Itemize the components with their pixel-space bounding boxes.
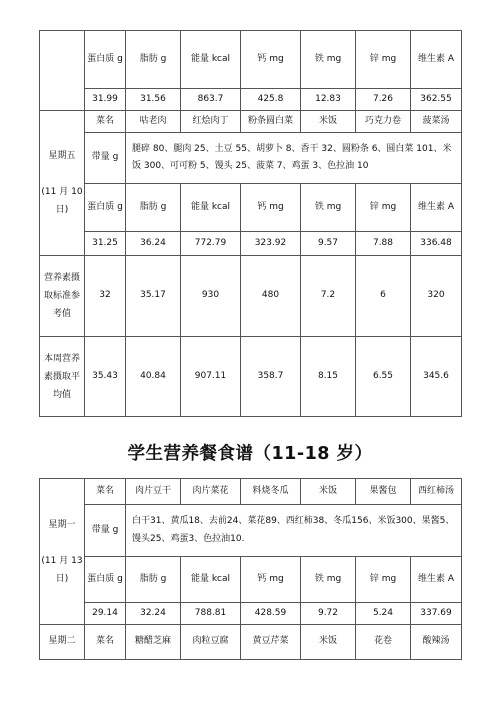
dish-cell: 巧克力卷 — [356, 111, 411, 133]
header-protein: 蛋白质 g — [85, 184, 126, 232]
value-cell: 772.79 — [181, 232, 241, 256]
table-row — [40, 89, 462, 111]
amount-label: 带量 g — [85, 133, 126, 184]
value-cell: 8.15 — [301, 337, 356, 417]
value-cell: 6.55 — [356, 337, 411, 417]
dish-cell: 黄豆芹菜 — [241, 625, 301, 660]
dish-cell: 菠菜汤 — [411, 111, 462, 133]
header-protein: 蛋白质 g — [85, 557, 126, 603]
header-iron: 铁 mg — [301, 557, 356, 603]
header-energy: 能量 kcal — [181, 31, 241, 89]
header-zinc: 锌 mg — [356, 184, 411, 232]
value-cell: 428.59 — [241, 603, 301, 625]
value-cell: 40.84 — [126, 337, 181, 417]
value-cell: 9.57 — [301, 232, 356, 256]
day-cell-friday — [40, 111, 85, 256]
value-cell: 7.88 — [356, 232, 411, 256]
value-cell: 7.2 — [301, 256, 356, 337]
dish-cell: 肉片菜花 — [181, 479, 241, 505]
header-calcium: 钙 mg — [241, 557, 301, 603]
value-cell: 29.14 — [85, 603, 126, 625]
value-cell: 930 — [181, 256, 241, 337]
header-iron: 铁 mg — [301, 31, 356, 89]
value-cell: 12.83 — [301, 89, 356, 111]
value-cell: 5.24 — [356, 603, 411, 625]
day-cell-continued — [40, 31, 85, 111]
value-cell: 31.99 — [85, 89, 126, 111]
value-cell: 345.6 — [411, 337, 462, 417]
table-row — [40, 337, 462, 417]
dish-cell: 米饭 — [301, 479, 356, 505]
header-zinc: 锌 mg — [356, 31, 411, 89]
day-cell-tuesday: 星期二 — [40, 625, 85, 660]
dish-cell: 米饭 — [301, 625, 356, 660]
page-heading: 学生营养餐食谱（11-18 岁） — [127, 444, 373, 464]
value-cell: 35.43 — [85, 337, 126, 417]
value-cell: 863.7 — [181, 89, 241, 111]
value-cell: 32.24 — [126, 603, 181, 625]
weekly-average-label: 本周营养素摄取平均值 — [40, 337, 85, 417]
date-label: (11 月 13 日) — [41, 555, 83, 584]
dish-cell: 酸辣汤 — [411, 625, 462, 660]
amount-text: 腿碎 80、腿肉 25、土豆 55、胡萝卜 8、香干 32、圆粉条 6、圆白菜 101、米饭 300、可可粉 5、馒头 25、菠菜 7、鸡蛋 3、色拉油 10 — [126, 133, 462, 184]
dish-cell: 咕老肉 — [126, 111, 181, 133]
header-vitamin-a: 维生素 A — [411, 557, 462, 603]
dish-cell: 料烧冬瓜 — [241, 479, 301, 505]
header-fat: 脂肪 g — [126, 184, 181, 232]
value-cell: 336.48 — [411, 232, 462, 256]
value-cell: 35.17 — [126, 256, 181, 337]
header-iron: 铁 mg — [301, 184, 356, 232]
date-label: (11 月 10 日) — [41, 187, 83, 215]
dish-cell: 红烩肉丁 — [181, 111, 241, 133]
value-cell: 31.56 — [126, 89, 181, 111]
value-cell: 323.92 — [241, 232, 301, 256]
header-vitamin-a: 维生素 A — [411, 31, 462, 89]
day-label: 星期一 — [48, 519, 76, 530]
dish-cell: 米饭 — [301, 111, 356, 133]
menu-table-2 — [39, 478, 462, 660]
header-fat: 脂肪 g — [126, 557, 181, 603]
value-cell: 6 — [356, 256, 411, 337]
header-energy: 能量 kcal — [181, 557, 241, 603]
value-cell: 788.81 — [181, 603, 241, 625]
value-cell: 32 — [85, 256, 126, 337]
dish-cell: 西红柿汤 — [411, 479, 462, 505]
value-cell: 480 — [241, 256, 301, 337]
value-cell: 7.26 — [356, 89, 411, 111]
table-row — [40, 232, 462, 256]
dish-cell: 花卷 — [356, 625, 411, 660]
header-protein: 蛋白质 g — [85, 31, 126, 89]
header-calcium: 钙 mg — [241, 31, 301, 89]
dish-name-label: 菜名 — [85, 111, 126, 133]
table-row — [40, 256, 462, 337]
dish-cell: 粉条圆白菜 — [241, 111, 301, 133]
standard-label: 营养素摄取标准参考值 — [40, 256, 85, 337]
header-vitamin-a: 维生素 A — [411, 184, 462, 232]
value-cell: 320 — [411, 256, 462, 337]
table-row — [40, 603, 462, 625]
header-zinc: 锌 mg — [356, 557, 411, 603]
value-cell: 9.72 — [301, 603, 356, 625]
dish-cell: 肉片豆干 — [126, 479, 181, 505]
header-fat: 脂肪 g — [126, 31, 181, 89]
value-cell: 362.55 — [411, 89, 462, 111]
dish-cell: 果酱包 — [356, 479, 411, 505]
day-label: 星期五 — [48, 151, 76, 161]
value-cell: 31.25 — [85, 232, 126, 256]
header-energy: 能量 kcal — [181, 184, 241, 232]
value-cell: 907.11 — [181, 337, 241, 417]
menu-table-1 — [39, 30, 462, 417]
dish-name-label: 菜名 — [85, 479, 126, 505]
dish-cell: 肉粒豆腐 — [181, 625, 241, 660]
dish-name-label: 菜名 — [85, 625, 126, 660]
value-cell: 358.7 — [241, 337, 301, 417]
value-cell: 36.24 — [126, 232, 181, 256]
day-cell-monday — [40, 479, 85, 625]
amount-label: 带量 g — [85, 505, 126, 557]
value-cell: 425.8 — [241, 89, 301, 111]
amount-text: 白干31、黄瓜18、去前24、菜花89、西红柿38、冬瓜156、米饭300、果酱5、馒头25、鸡蛋3、色拉油10. — [126, 505, 462, 557]
header-calcium: 钙 mg — [241, 184, 301, 232]
dish-cell: 糖醋芝麻 — [126, 625, 181, 660]
value-cell: 337.69 — [411, 603, 462, 625]
